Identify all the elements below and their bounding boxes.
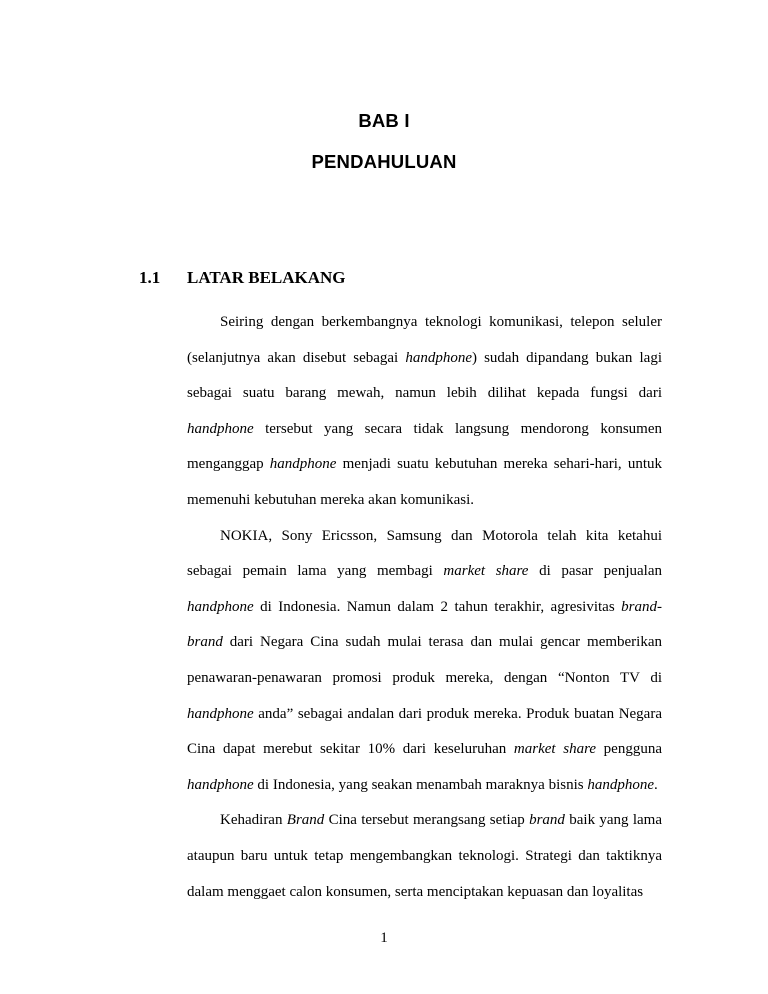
chapter-label: BAB I: [358, 110, 410, 131]
italic-term: handphone: [269, 456, 337, 473]
italic-term: handphone: [187, 705, 254, 722]
italic-term: brand-brand: [187, 598, 662, 651]
section-title: LATAR BELAKANG: [187, 268, 346, 287]
italic-term: handphone: [587, 776, 654, 793]
paragraph: Seiring dengan berkembangnya teknologi komunikasi, telepon seluler (selanjutnya akan disebut sebagai handphone) sudah dipandang bukan lagi sebagai suatu barang mewah, namun lebih dilihat kepada fungsi dari handphone tersebut yang secara tidak langsung mendorong konsumen menganggap handphone menjadi suatu kebutuhan mereka sehari-hari, untuk memenuhi kebutuhan mereka akan komunikasi.: [187, 314, 663, 508]
italic-term: handphone: [187, 776, 254, 793]
italic-term: handphone: [187, 420, 254, 437]
italic-term: market share: [443, 563, 529, 580]
italic-term: handphone: [187, 598, 254, 615]
paragraph: Kehadiran Brand Cina tersebut merangsang setiap brand baik yang lama ataupun baru untuk tetap mengembangkan teknologi. Strategi dan taktiknya dalam menggaet calon konsumen, serta menciptakan kepuasan dan loyalitas: [187, 812, 662, 900]
body-text: [187, 305, 662, 910]
chapter-title: PENDAHULUAN: [311, 151, 457, 172]
page-number: 1: [380, 930, 388, 946]
italic-term: market share: [513, 741, 597, 758]
italic-term: handphone: [405, 349, 472, 366]
italic-term: brand: [529, 812, 565, 829]
section-number: 1.1: [139, 268, 161, 287]
paragraph: NOKIA, Sony Ericsson, Samsung dan Motorola telah kita ketahui sebagai pemain lama yang membagi market share di pasar penjualan handphone di Indonesia. Namun dalam 2 tahun terakhir, agresivitas brand-brand dari Negara Cina sudah mulai terasa dan mulai gencar memberikan penawaran-penawaran promosi produk mereka, dengan “Nonton TV di handphone anda” sebagai andalan dari produk mereka. Produk buatan Negara Cina dapat merebut sekitar 10% dari keseluruhan market share pengguna handphone di Indonesia, yang seakan menambah maraknya bisnis handphone.: [187, 527, 662, 793]
italic-term: Brand: [286, 812, 325, 829]
